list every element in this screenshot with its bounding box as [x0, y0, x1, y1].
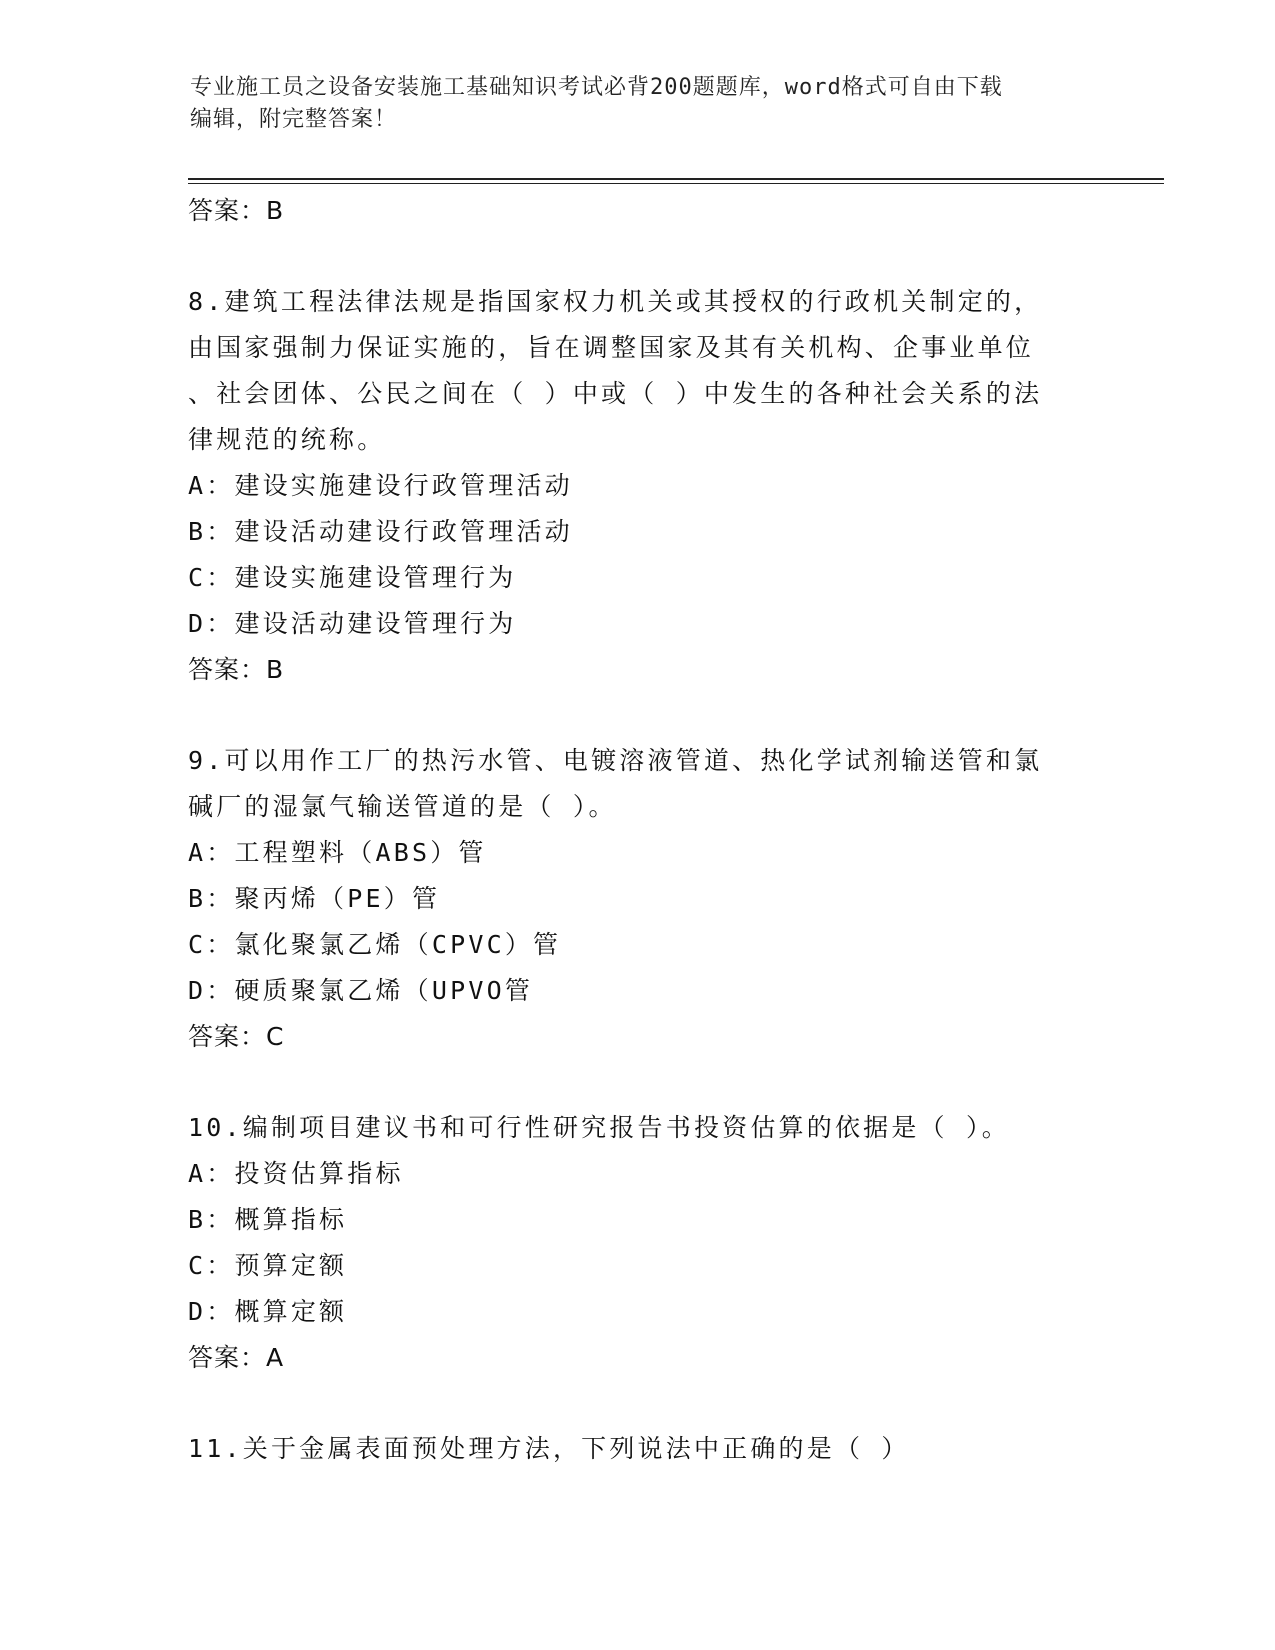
option-c: C：氯化聚氯乙烯（CPVC）管	[188, 930, 562, 959]
spacer	[188, 234, 1088, 279]
question-text-line: 由国家强制力保证实施的，旨在调整国家及其有关机构、企事业单位	[188, 333, 1035, 362]
spacer	[188, 693, 1088, 738]
option-a: A：工程塑料（ABS）管	[188, 838, 487, 867]
question-item	[188, 1105, 1088, 1381]
option-a: A：投资估算指标	[188, 1159, 404, 1188]
question-text-line: 8.建筑工程法律法规是指国家权力机关或其授权的行政机关制定的，	[188, 287, 1043, 316]
option-b: B：聚丙烯（PE）管	[188, 884, 441, 913]
question-text-line: 、社会团体、公民之间在（ ）中或（ ）中发生的各种社会关系的法	[188, 379, 1043, 408]
question-item	[188, 738, 1088, 1060]
spacer	[188, 1060, 1088, 1105]
answer-line: 答案：C	[188, 1022, 285, 1051]
option-c: C：预算定额	[188, 1251, 348, 1280]
question-text-line: 律规范的统称。	[188, 425, 386, 454]
option-b: B：建设活动建设行政管理活动	[188, 517, 573, 546]
option-b: B：概算指标	[188, 1205, 348, 1234]
header-divider	[188, 178, 1164, 180]
page-header	[190, 72, 1090, 136]
question-item	[188, 1426, 1088, 1472]
answer-line: 答案：B	[188, 196, 285, 225]
option-a: A：建设实施建设行政管理活动	[188, 471, 573, 500]
header-title-line-2: 编辑，附完整答案！	[190, 107, 398, 132]
question-text-line: 碱厂的湿氯气输送管道的是（ ）。	[188, 792, 617, 821]
question-text	[188, 279, 1088, 463]
spacer	[188, 1381, 1088, 1426]
answer-line: 答案：B	[188, 655, 285, 684]
option-d: D：建设活动建设管理行为	[188, 609, 517, 638]
question-text-line: 10.编制项目建议书和可行性研究报告书投资估算的依据是（ ）。	[188, 1113, 1010, 1142]
option-c: C：建设实施建设管理行为	[188, 563, 517, 592]
header-divider-thin	[188, 183, 1164, 184]
question-text-line: 11.关于金属表面预处理方法，下列说法中正确的是（ ）	[188, 1434, 910, 1463]
answer-line: 答案：A	[188, 1343, 285, 1372]
question-item	[188, 279, 1088, 693]
option-d: D：概算定额	[188, 1297, 348, 1326]
question-list	[188, 188, 1088, 1472]
question-text-line: 9.可以用作工厂的热污水管、电镀溶液管道、热化学试剂输送管和氯	[188, 746, 1043, 775]
header-title-line-1: 专业施工员之设备安装施工基础知识考试必背200题题库，word格式可自由下载	[190, 75, 1003, 100]
question-text	[188, 738, 1088, 830]
option-d: D：硬质聚氯乙烯（UPVO管	[188, 976, 534, 1005]
question-text	[188, 1105, 1088, 1151]
question-text	[188, 1426, 1088, 1472]
